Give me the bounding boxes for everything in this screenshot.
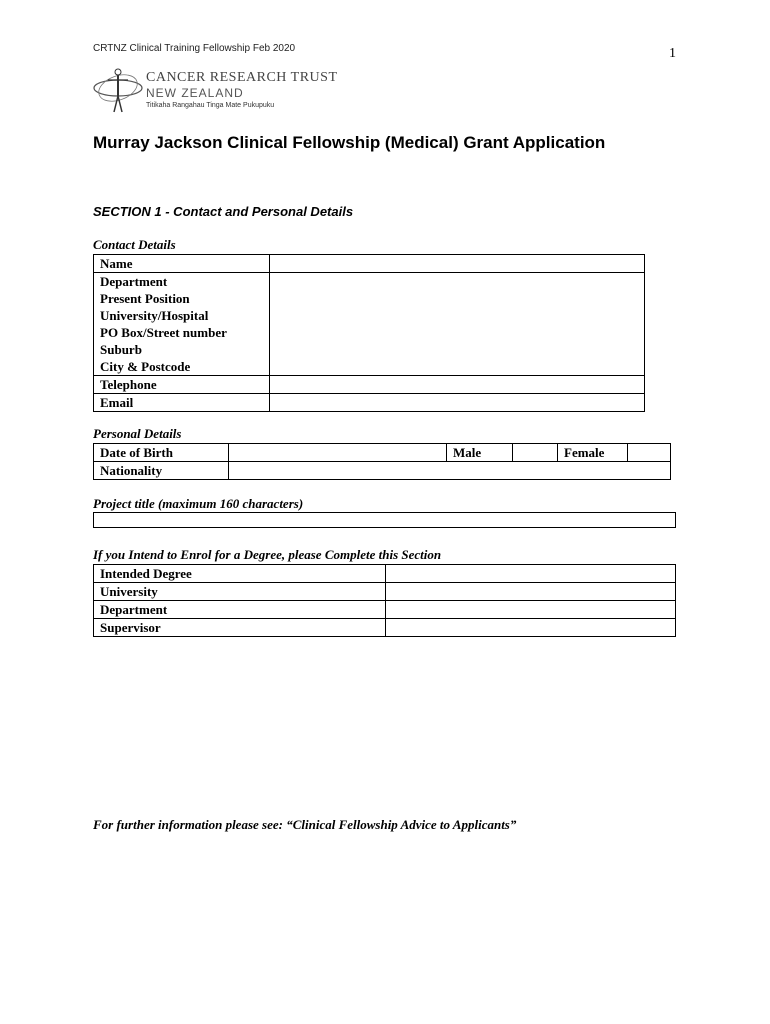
dob-label: Date of Birth [94, 444, 229, 462]
section-heading: SECTION 1 - Contact and Personal Details [93, 204, 354, 219]
male-label: Male [447, 444, 513, 462]
project-title-caption: Project title (maximum 160 characters) [93, 496, 304, 511]
department-field[interactable] [386, 601, 676, 619]
name-field[interactable] [270, 255, 645, 273]
supervisor-label: Supervisor [94, 619, 386, 637]
page-number: 1 [669, 46, 676, 61]
email-label: Email [94, 394, 270, 412]
nationality-label: Nationality [94, 462, 229, 480]
org-tagline: Titikaha Rangahau Tinga Mate Pukupuku [146, 102, 275, 109]
personal-details-table [93, 443, 671, 480]
city-postcode-label: City & Postcode [100, 359, 191, 374]
document-header: CRTNZ Clinical Training Fellowship Feb 2020 [93, 43, 296, 54]
project-title-field[interactable] [93, 512, 676, 528]
further-information-note: For further information please see: “Clinical Fellowship Advice to Applicants” [93, 817, 517, 832]
degree-caption: If you Intend to Enrol for a Degree, please Complete this Section [93, 547, 442, 562]
po-box-label: PO Box/Street number [100, 325, 227, 340]
page-title: Murray Jackson Clinical Fellowship (Medical) Grant Application [93, 133, 606, 152]
female-checkbox[interactable] [628, 444, 671, 462]
personal-details-caption: Personal Details [93, 426, 182, 441]
intended-degree-label: Intended Degree [94, 565, 386, 583]
university-label: University [94, 583, 386, 601]
department-label: Department [94, 601, 386, 619]
telephone-field[interactable] [270, 376, 645, 394]
suburb-label: Suburb [100, 342, 142, 357]
email-field[interactable] [270, 394, 645, 412]
org-name: CANCER RESEARCH TRUST [146, 70, 338, 85]
org-country: NEW ZEALAND [146, 86, 244, 100]
present-position-label: Present Position [100, 291, 190, 306]
address-field[interactable] [270, 273, 645, 376]
department-label: Department [100, 274, 168, 289]
university-hospital-label: University/Hospital [100, 308, 209, 323]
male-checkbox[interactable] [513, 444, 558, 462]
supervisor-field[interactable] [386, 619, 676, 637]
address-labels [94, 273, 270, 376]
contact-details-caption: Contact Details [93, 237, 176, 252]
contact-details-table [93, 254, 645, 412]
telephone-label: Telephone [94, 376, 270, 394]
university-field[interactable] [386, 583, 676, 601]
dob-field[interactable] [229, 444, 447, 462]
female-label: Female [558, 444, 628, 462]
intended-degree-field[interactable] [386, 565, 676, 583]
nationality-field[interactable] [229, 462, 671, 480]
degree-table [93, 564, 676, 637]
name-label: Name [94, 255, 270, 273]
